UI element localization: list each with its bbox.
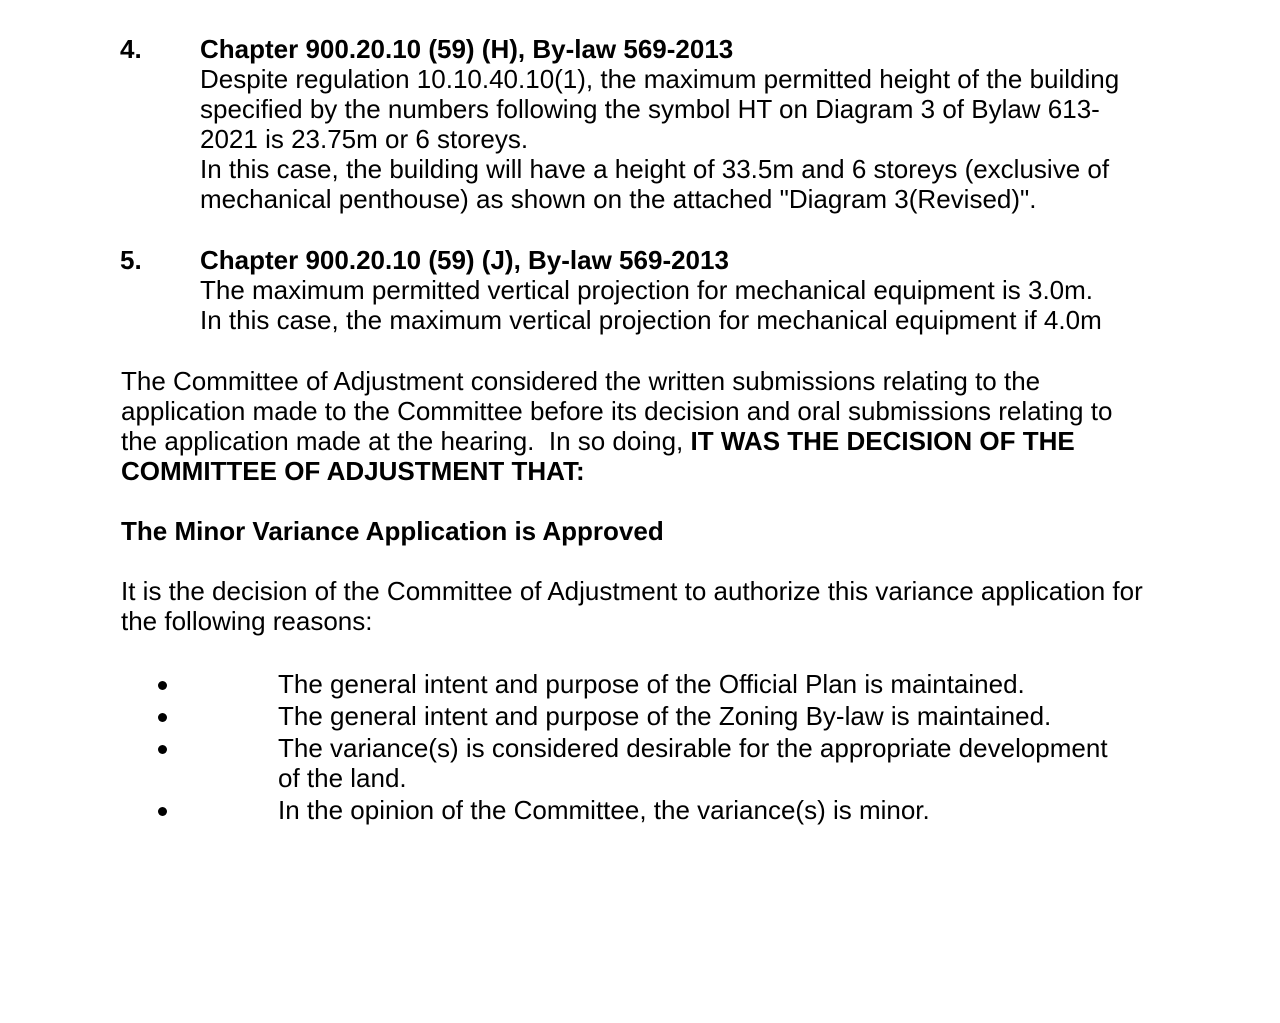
bullet-icon [158,713,167,722]
reason-text: of the land. [278,763,407,793]
item-heading: Chapter 900.20.10 (59) (J), By-law 569-2013 [200,245,729,275]
reason-text: In the opinion of the Committee, the variance(s) is minor. [278,795,930,825]
item-heading: Chapter 900.20.10 (59) (H), By-law 569-2013 [200,34,734,64]
item-text-line: In this case, the maximum vertical projection for mechanical equipment if 4.0m [200,305,1102,335]
reasons-list [150,669,1150,825]
paragraph-text: the application made at the hearing. In so doing, [121,426,691,456]
item-body [200,34,1160,214]
authorization-paragraph [121,576,1181,636]
bullet-icon [158,681,167,690]
item-body [200,245,1160,335]
decision-emphasis: COMMITTEE OF ADJUSTMENT THAT: [121,456,585,486]
reason-item [150,701,1150,731]
item-text-line: mechanical penthouse) as shown on the attached "Diagram 3(Revised)". [200,184,1037,214]
paragraph-line: the following reasons: [121,606,373,636]
reason-text: The variance(s) is considered desirable for the appropriate development [278,733,1108,763]
item-text-line: specified by the numbers following the symbol HT on Diagram 3 of Bylaw 613- [200,94,1100,124]
item-number: 5. [120,245,142,275]
bullet-icon [158,745,167,754]
reason-text: The general intent and purpose of the Official Plan is maintained. [278,669,1025,699]
reason-item [150,733,1150,793]
reason-item [150,795,1150,825]
paragraph-line: application made to the Committee before its decision and oral submissions relating to [121,396,1113,426]
bullet-icon [158,807,167,816]
decision-paragraph [121,366,1181,486]
paragraph-line [121,426,1181,456]
decision-emphasis: IT WAS THE DECISION OF THE [690,426,1075,456]
item-text-line: 2021 is 23.75m or 6 storeys. [200,124,529,154]
paragraph-line: It is the decision of the Committee of Adjustment to authorize this variance application for [121,576,1143,606]
paragraph-line: The Committee of Adjustment considered the written submissions relating to the [121,366,1041,396]
item-text-line: In this case, the building will have a height of 33.5m and 6 storeys (exclusive of [200,154,1110,184]
item-number: 4. [120,34,142,64]
reason-item [150,669,1150,699]
reason-text: The general intent and purpose of the Zoning By-law is maintained. [278,701,1052,731]
item-text-line: Despite regulation 10.10.40.10(1), the maximum permitted height of the building [200,64,1120,94]
outcome-heading: The Minor Variance Application is Approved [121,516,664,546]
item-text-line: The maximum permitted vertical projection for mechanical equipment is 3.0m. [200,275,1094,305]
